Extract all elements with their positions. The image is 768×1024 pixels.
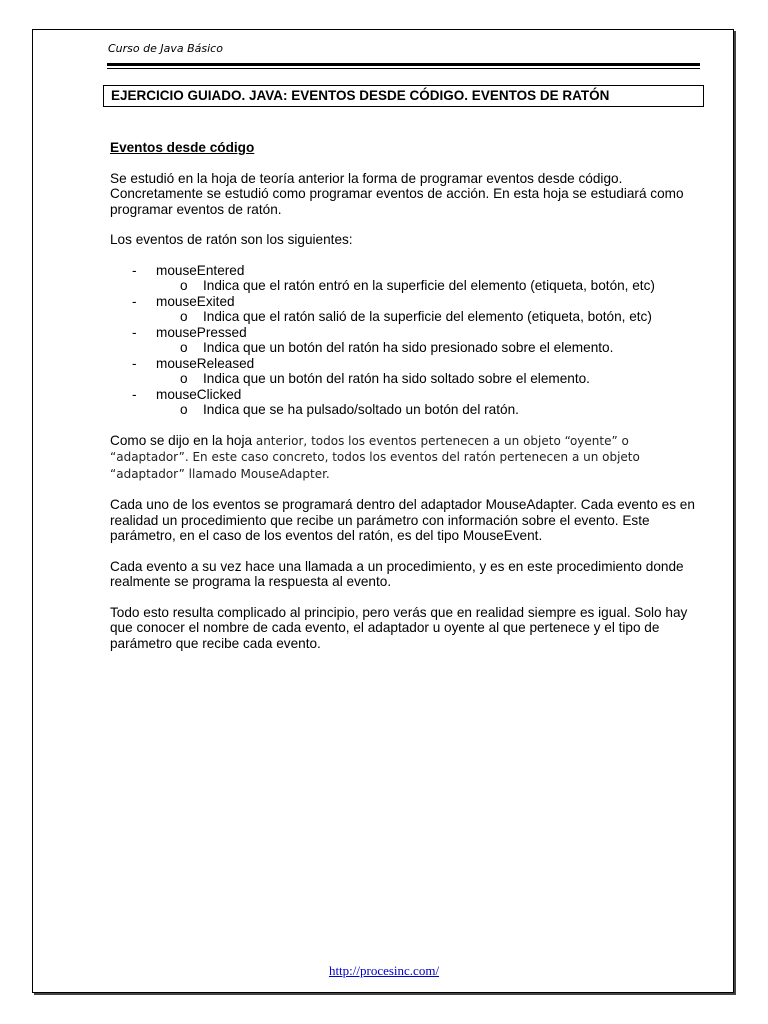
- list-item: [110, 325, 710, 356]
- mouse-events-list: [110, 263, 710, 418]
- listener-paragraph-start: Como se dijo en la hoja: [110, 432, 256, 448]
- events-list-intro: Los eventos de ratón son los siguientes:: [110, 232, 353, 247]
- event-description: Indica que un botón del ratón ha sido soltado sobre el elemento.: [203, 371, 590, 386]
- header-rule-thin: [107, 68, 700, 69]
- course-header-title: Curso de Java Básico: [108, 42, 223, 55]
- footer-website-link[interactable]: http://procesinc.com/: [328, 963, 440, 978]
- event-name: mouseReleased: [156, 355, 255, 371]
- event-description: Indica que el ratón entró en la superficie del elemento (etiqueta, botón, etc): [203, 278, 655, 293]
- dash-bullet: -: [132, 324, 137, 340]
- dash-bullet: -: [132, 293, 137, 309]
- procedure-paragraph: Cada evento a su vez hace una llamada a un procedimiento, y es en este procedimiento donde realmente se programa la respuesta al evento.: [110, 558, 684, 589]
- document-body: [110, 140, 710, 666]
- event-description: Indica que se ha pulsado/soltado un botón del ratón.: [203, 402, 519, 417]
- list-item: [110, 387, 710, 418]
- exercise-title-box: [103, 85, 704, 107]
- listener-paragraph-rest: anterior, todos los eventos pertenecen a un objeto “oyente” o “adaptador”. En este caso concreto, todos los eventos del ratón pertenecen a un objeto “adaptador” llamado MouseAdapter.: [110, 433, 640, 481]
- list-item: [110, 294, 710, 325]
- circle-bullet: o: [180, 309, 188, 324]
- event-name: mousePressed: [156, 324, 247, 340]
- event-name: mouseEntered: [156, 262, 245, 278]
- closing-paragraph: Todo esto resulta complicado al principio, pero verás que en realidad siempre es igual. Solo hay que conocer el nombre de cada evento, el adaptador u oyente al que pertenece y el tipo de parámetro que recibe cada evento.: [110, 604, 688, 651]
- dash-bullet: -: [132, 355, 137, 371]
- circle-bullet: o: [180, 371, 188, 386]
- circle-bullet: o: [180, 278, 188, 293]
- event-description: Indica que un botón del ratón ha sido presionado sobre el elemento.: [203, 340, 614, 355]
- footer: [0, 963, 768, 979]
- exercise-title: EJERCICIO GUIADO. JAVA: EVENTOS DESDE CÓDIGO. EVENTOS DE RATÓN: [111, 88, 610, 103]
- circle-bullet: o: [180, 340, 188, 355]
- header-rule-thick: [107, 63, 700, 66]
- adapter-paragraph: Cada uno de los eventos se programará dentro del adaptador MouseAdapter. Cada evento es en realidad un procedimiento que recibe un parámetro con información sobre el evento. Este parámetro, en el caso de los eventos del ratón, es del tipo MouseEvent.: [110, 497, 695, 543]
- section-title: Eventos desde código: [110, 140, 255, 155]
- listener-paragraph: [110, 433, 710, 483]
- event-description: Indica que el ratón salió de la superficie del elemento (etiqueta, botón, etc): [203, 309, 652, 324]
- list-item: [110, 263, 710, 294]
- event-name: mouseExited: [156, 293, 235, 309]
- intro-paragraph: Se estudió en la hoja de teoría anterior la forma de programar eventos desde código. Concretamente se estudió como programar eventos de acción. En esta hoja se estudiará como programar eventos de ratón.: [110, 170, 684, 217]
- circle-bullet: o: [180, 402, 188, 417]
- list-item: [110, 356, 710, 387]
- event-name: mouseClicked: [156, 386, 242, 402]
- dash-bullet: -: [132, 262, 137, 278]
- dash-bullet: -: [132, 386, 137, 402]
